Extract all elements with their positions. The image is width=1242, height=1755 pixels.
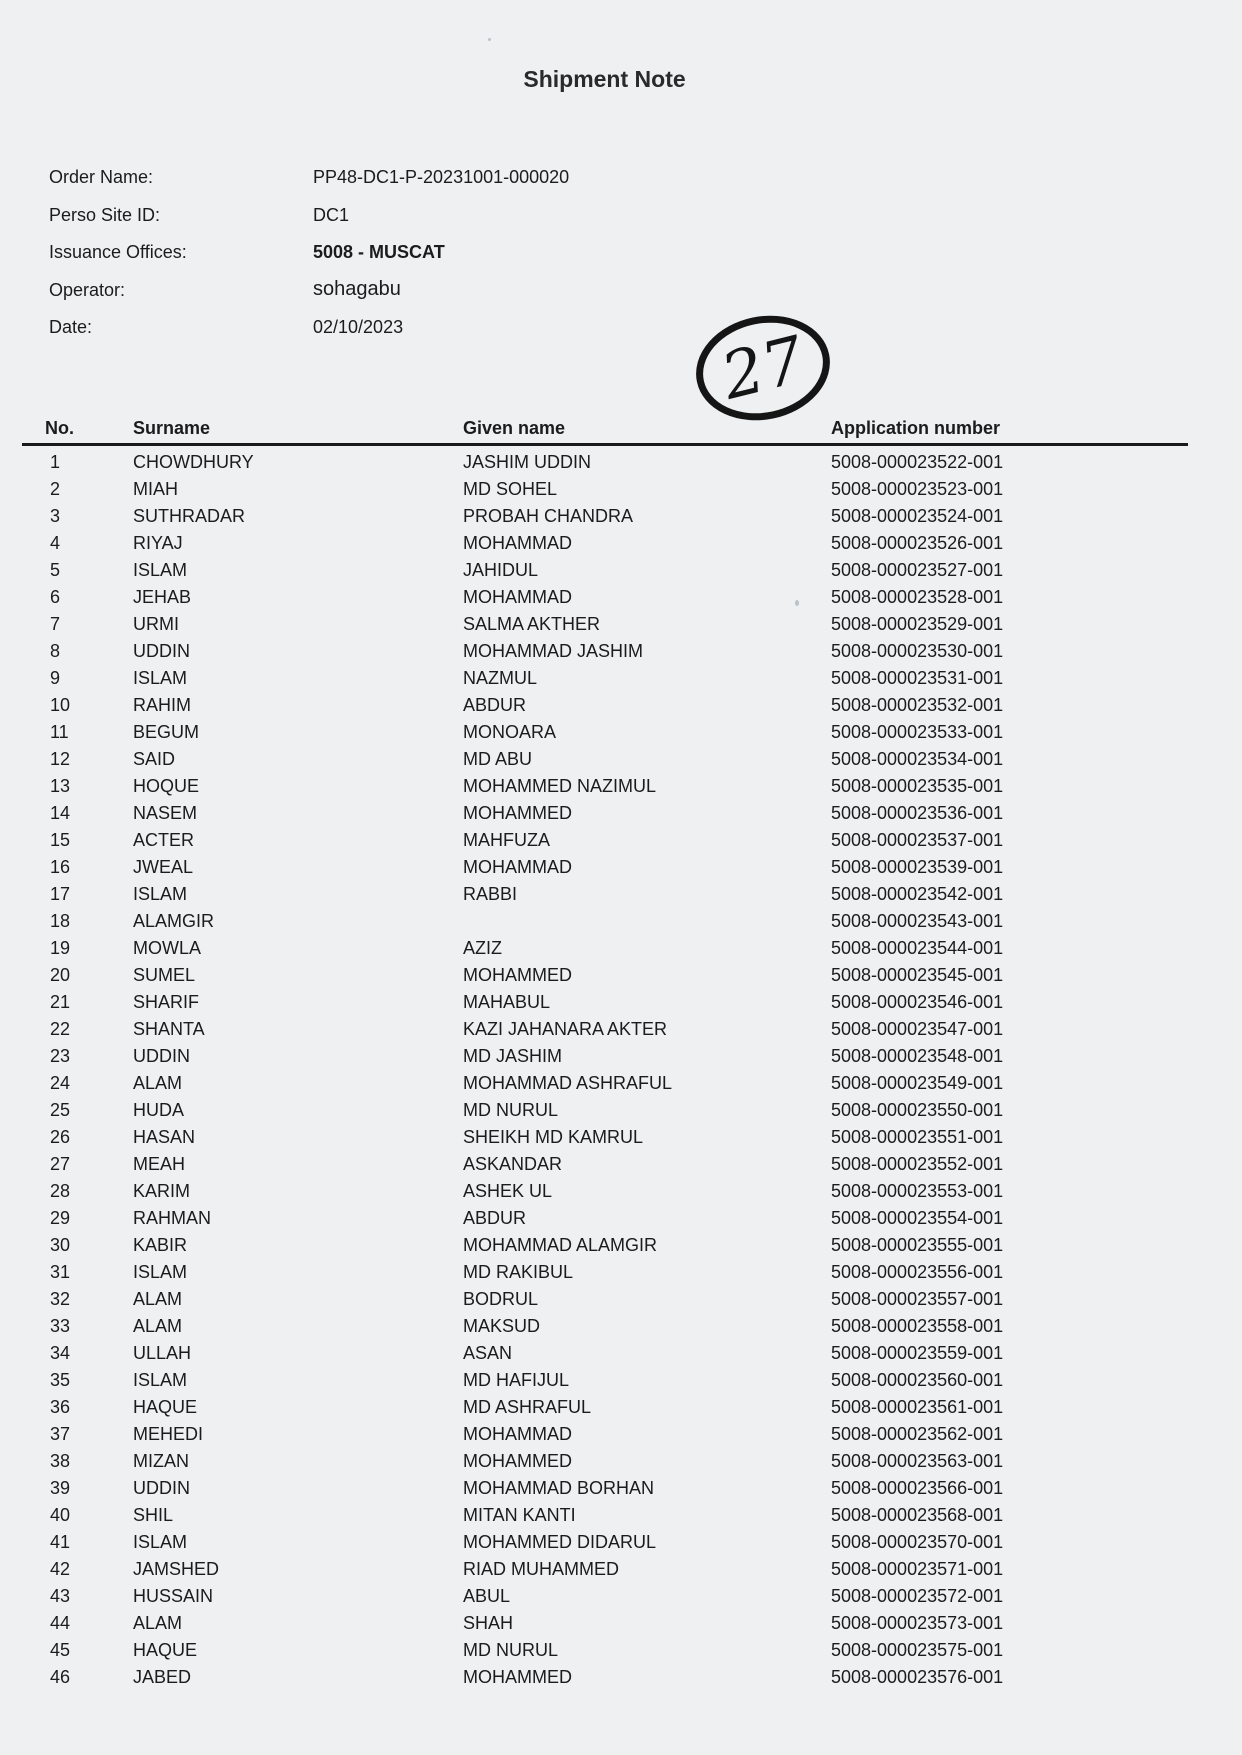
given-name: MOHAMMAD bbox=[463, 1424, 572, 1444]
given-name: ABDUR bbox=[463, 1208, 527, 1228]
given-name: MAKSUD bbox=[463, 1316, 541, 1336]
surname: SHANTA bbox=[133, 1019, 205, 1039]
row-number: 40 bbox=[50, 1505, 71, 1525]
application-number: 5008-000023530-001 bbox=[831, 641, 1004, 661]
table-row bbox=[0, 1610, 1242, 1637]
given-name: MD ASHRAFUL bbox=[463, 1397, 592, 1417]
meta-value: sohagabu bbox=[313, 278, 401, 300]
application-number: 5008-000023543-001 bbox=[831, 911, 1004, 931]
given-name: MOHAMMED bbox=[463, 965, 572, 985]
row-number: 44 bbox=[50, 1613, 71, 1633]
application-number: 5008-000023556-001 bbox=[831, 1262, 1004, 1282]
given-name: BODRUL bbox=[463, 1289, 539, 1309]
table-row bbox=[0, 935, 1242, 962]
application-number: 5008-000023570-001 bbox=[831, 1532, 1004, 1552]
row-number: 1 bbox=[50, 452, 61, 472]
surname: ALAM bbox=[133, 1613, 183, 1633]
given-name: MOHAMMAD bbox=[463, 857, 572, 877]
handwritten-stamp bbox=[688, 306, 838, 426]
header-given-name: Given name bbox=[463, 418, 566, 438]
given-name: MOHAMMED DIDARUL bbox=[463, 1532, 657, 1552]
surname: RAHIM bbox=[133, 695, 191, 715]
given-name: RIAD MUHAMMED bbox=[463, 1559, 619, 1579]
surname: ALAMGIR bbox=[133, 911, 215, 931]
row-number: 24 bbox=[50, 1073, 71, 1093]
table-row bbox=[0, 1205, 1242, 1232]
surname: MOWLA bbox=[133, 938, 202, 958]
application-number: 5008-000023551-001 bbox=[831, 1127, 1004, 1147]
given-name: JASHIM UDDIN bbox=[463, 452, 592, 472]
application-number: 5008-000023554-001 bbox=[831, 1208, 1004, 1228]
surname: ISLAM bbox=[133, 560, 188, 580]
given-name: MOHAMMED bbox=[463, 1451, 572, 1471]
surname: UDDIN bbox=[133, 1046, 190, 1066]
surname: ALAM bbox=[133, 1289, 183, 1309]
table-row bbox=[0, 989, 1242, 1016]
row-number: 23 bbox=[50, 1046, 71, 1066]
given-name: RABBI bbox=[463, 884, 518, 904]
surname: HUSSAIN bbox=[133, 1586, 214, 1606]
row-number: 42 bbox=[50, 1559, 71, 1579]
row-number: 38 bbox=[50, 1451, 71, 1471]
row-number: 7 bbox=[50, 614, 61, 634]
surname: ISLAM bbox=[133, 884, 188, 904]
given-name: MOHAMMAD BORHAN bbox=[463, 1478, 655, 1498]
surname: HAQUE bbox=[133, 1640, 198, 1660]
surname: CHOWDHURY bbox=[133, 452, 254, 472]
application-number: 5008-000023532-001 bbox=[831, 695, 1004, 715]
given-name: PROBAH CHANDRA bbox=[463, 506, 634, 526]
surname: JAMSHED bbox=[133, 1559, 220, 1579]
row-number: 28 bbox=[50, 1181, 71, 1201]
row-number: 21 bbox=[50, 992, 71, 1012]
row-number: 16 bbox=[50, 857, 71, 877]
row-number: 25 bbox=[50, 1100, 71, 1120]
application-number: 5008-000023523-001 bbox=[831, 479, 1004, 499]
meta-value: PP48-DC1-P-20231001-000020 bbox=[313, 167, 570, 187]
table-row bbox=[0, 1394, 1242, 1421]
surname: RIYAJ bbox=[133, 533, 183, 553]
surname: MIAH bbox=[133, 479, 178, 499]
application-number: 5008-000023560-001 bbox=[831, 1370, 1004, 1390]
application-number: 5008-000023576-001 bbox=[831, 1667, 1004, 1687]
table-row bbox=[0, 881, 1242, 908]
given-name: MOHAMMED bbox=[463, 1667, 572, 1687]
header-no: No. bbox=[45, 418, 74, 438]
application-number: 5008-000023566-001 bbox=[831, 1478, 1004, 1498]
table-row bbox=[0, 827, 1242, 854]
given-name: MOHAMMAD bbox=[463, 533, 572, 553]
meta-value: 5008 - MUSCAT bbox=[313, 242, 445, 262]
application-number: 5008-000023573-001 bbox=[831, 1613, 1004, 1633]
given-name: MD NURUL bbox=[463, 1640, 559, 1660]
surname: HAQUE bbox=[133, 1397, 198, 1417]
given-name: MD JASHIM bbox=[463, 1046, 562, 1066]
application-number: 5008-000023529-001 bbox=[831, 614, 1004, 634]
application-number: 5008-000023524-001 bbox=[831, 506, 1004, 526]
row-number: 3 bbox=[50, 506, 61, 526]
given-name: SHEIKH MD KAMRUL bbox=[463, 1127, 644, 1147]
application-number: 5008-000023552-001 bbox=[831, 1154, 1004, 1174]
table-row bbox=[0, 1340, 1242, 1367]
table-row bbox=[0, 719, 1242, 746]
row-number: 14 bbox=[50, 803, 71, 823]
table-row bbox=[0, 1097, 1242, 1124]
table-row bbox=[0, 1286, 1242, 1313]
surname: HOQUE bbox=[133, 776, 200, 796]
table-row bbox=[0, 692, 1242, 719]
given-name: SALMA AKTHER bbox=[463, 614, 601, 634]
table-row bbox=[0, 1070, 1242, 1097]
application-number: 5008-000023531-001 bbox=[831, 668, 1004, 688]
application-number: 5008-000023568-001 bbox=[831, 1505, 1004, 1525]
application-number: 5008-000023558-001 bbox=[831, 1316, 1004, 1336]
given-name: SHAH bbox=[463, 1613, 514, 1633]
application-number: 5008-000023562-001 bbox=[831, 1424, 1004, 1444]
table-row bbox=[0, 854, 1242, 881]
row-number: 20 bbox=[50, 965, 71, 985]
table-row bbox=[0, 1448, 1242, 1475]
row-number: 2 bbox=[50, 479, 61, 499]
table-row bbox=[0, 638, 1242, 665]
row-number: 9 bbox=[50, 668, 61, 688]
table-row bbox=[0, 1232, 1242, 1259]
row-number: 32 bbox=[50, 1289, 71, 1309]
table-row bbox=[0, 503, 1242, 530]
row-number: 33 bbox=[50, 1316, 71, 1336]
application-number: 5008-000023542-001 bbox=[831, 884, 1004, 904]
application-number: 5008-000023559-001 bbox=[831, 1343, 1004, 1363]
table-row bbox=[0, 611, 1242, 638]
table-row bbox=[0, 1529, 1242, 1556]
surname: UDDIN bbox=[133, 1478, 190, 1498]
scan-speck bbox=[795, 600, 799, 606]
surname: HUDA bbox=[133, 1100, 185, 1120]
table-row bbox=[0, 908, 1242, 935]
table-row bbox=[0, 584, 1242, 611]
row-number: 10 bbox=[50, 695, 71, 715]
given-name: MD HAFIJUL bbox=[463, 1370, 570, 1390]
meta-label: Date: bbox=[49, 317, 93, 337]
application-number: 5008-000023528-001 bbox=[831, 587, 1004, 607]
row-number: 30 bbox=[50, 1235, 71, 1255]
row-number: 31 bbox=[50, 1262, 71, 1282]
given-name: ABDUR bbox=[463, 695, 527, 715]
row-number: 17 bbox=[50, 884, 71, 904]
surname: UDDIN bbox=[133, 641, 190, 661]
row-number: 46 bbox=[50, 1667, 71, 1687]
given-name: MD NURUL bbox=[463, 1100, 559, 1120]
meta-value: 02/10/2023 bbox=[313, 317, 404, 337]
given-name: MD RAKIBUL bbox=[463, 1262, 574, 1282]
application-number: 5008-000023536-001 bbox=[831, 803, 1004, 823]
row-number: 19 bbox=[50, 938, 71, 958]
application-number: 5008-000023549-001 bbox=[831, 1073, 1004, 1093]
application-number: 5008-000023546-001 bbox=[831, 992, 1004, 1012]
table-row bbox=[0, 557, 1242, 584]
row-number: 26 bbox=[50, 1127, 71, 1147]
given-name: MOHAMMAD bbox=[463, 587, 572, 607]
row-number: 45 bbox=[50, 1640, 71, 1660]
surname: KABIR bbox=[133, 1235, 188, 1255]
table-row bbox=[0, 1151, 1242, 1178]
table-row bbox=[0, 449, 1242, 476]
surname: JEHAB bbox=[133, 587, 192, 607]
table-row bbox=[0, 1313, 1242, 1340]
table-row bbox=[0, 1475, 1242, 1502]
row-number: 43 bbox=[50, 1586, 71, 1606]
surname: ISLAM bbox=[133, 668, 188, 688]
table-row bbox=[0, 1367, 1242, 1394]
table-row bbox=[0, 1124, 1242, 1151]
application-number: 5008-000023527-001 bbox=[831, 560, 1004, 580]
header-application-number: Application number bbox=[831, 418, 1001, 438]
surname: SHARIF bbox=[133, 992, 200, 1012]
surname: MEAH bbox=[133, 1154, 186, 1174]
stamp-number: 27 bbox=[714, 323, 812, 415]
surname: NASEM bbox=[133, 803, 198, 823]
application-number: 5008-000023561-001 bbox=[831, 1397, 1004, 1417]
surname: KARIM bbox=[133, 1181, 191, 1201]
scan-speck bbox=[488, 38, 491, 41]
surname: JABED bbox=[133, 1667, 192, 1687]
given-name: NAZMUL bbox=[463, 668, 538, 688]
table-row bbox=[0, 800, 1242, 827]
table-row bbox=[0, 773, 1242, 800]
surname: ISLAM bbox=[133, 1532, 188, 1552]
header-rule bbox=[22, 443, 1188, 446]
given-name: MAHABUL bbox=[463, 992, 551, 1012]
surname: MIZAN bbox=[133, 1451, 189, 1471]
surname: HASAN bbox=[133, 1127, 196, 1147]
meta-label: Issuance Offices: bbox=[49, 242, 187, 262]
table-row bbox=[0, 1178, 1242, 1205]
table-row bbox=[0, 1502, 1242, 1529]
given-name: ASHEK UL bbox=[463, 1181, 553, 1201]
given-name: AZIZ bbox=[463, 938, 502, 958]
application-number: 5008-000023557-001 bbox=[831, 1289, 1004, 1309]
row-number: 27 bbox=[50, 1154, 71, 1174]
row-number: 11 bbox=[50, 722, 69, 742]
application-number: 5008-000023539-001 bbox=[831, 857, 1004, 877]
table-row bbox=[0, 1259, 1242, 1286]
table-row bbox=[0, 1016, 1242, 1043]
application-number: 5008-000023547-001 bbox=[831, 1019, 1004, 1039]
header-surname: Surname bbox=[133, 418, 211, 438]
row-number: 39 bbox=[50, 1478, 71, 1498]
given-name: KAZI JAHANARA AKTER bbox=[463, 1019, 668, 1039]
table-row bbox=[0, 1556, 1242, 1583]
given-name: ASKANDAR bbox=[463, 1154, 563, 1174]
surname: ALAM bbox=[133, 1316, 183, 1336]
table-header bbox=[0, 418, 1242, 442]
meta-value: DC1 bbox=[313, 205, 350, 225]
row-number: 34 bbox=[50, 1343, 71, 1363]
meta-label: Operator: bbox=[49, 280, 126, 300]
application-number: 5008-000023548-001 bbox=[831, 1046, 1004, 1066]
application-number: 5008-000023522-001 bbox=[831, 452, 1004, 472]
row-number: 36 bbox=[50, 1397, 71, 1417]
page-title: Shipment Note bbox=[523, 66, 686, 92]
given-name: MOHAMMAD ASHRAFUL bbox=[463, 1073, 673, 1093]
given-name: MOHAMMED NAZIMUL bbox=[463, 776, 656, 796]
table-row bbox=[0, 1421, 1242, 1448]
surname: SUMEL bbox=[133, 965, 196, 985]
row-number: 37 bbox=[50, 1424, 71, 1444]
table-row bbox=[0, 1043, 1242, 1070]
application-number: 5008-000023572-001 bbox=[831, 1586, 1004, 1606]
application-number: 5008-000023555-001 bbox=[831, 1235, 1004, 1255]
surname: ALAM bbox=[133, 1073, 183, 1093]
application-number: 5008-000023534-001 bbox=[831, 749, 1004, 769]
application-number: 5008-000023550-001 bbox=[831, 1100, 1004, 1120]
application-number: 5008-000023544-001 bbox=[831, 938, 1004, 958]
surname: RAHMAN bbox=[133, 1208, 212, 1228]
given-name: MOHAMMAD JASHIM bbox=[463, 641, 643, 661]
row-number: 4 bbox=[50, 533, 61, 553]
given-name: ABUL bbox=[463, 1586, 511, 1606]
row-number: 15 bbox=[50, 830, 71, 850]
given-name: MITAN KANTI bbox=[463, 1505, 576, 1525]
surname: SHIL bbox=[133, 1505, 174, 1525]
table-row bbox=[0, 746, 1242, 773]
application-number: 5008-000023553-001 bbox=[831, 1181, 1004, 1201]
surname: JWEAL bbox=[133, 857, 194, 877]
table-row bbox=[0, 1637, 1242, 1664]
row-number: 8 bbox=[50, 641, 61, 661]
row-number: 18 bbox=[50, 911, 71, 931]
application-number: 5008-000023545-001 bbox=[831, 965, 1004, 985]
application-number: 5008-000023575-001 bbox=[831, 1640, 1004, 1660]
given-name: MONOARA bbox=[463, 722, 557, 742]
application-number: 5008-000023535-001 bbox=[831, 776, 1004, 796]
given-name: MAHFUZA bbox=[463, 830, 550, 850]
surname: BEGUM bbox=[133, 722, 200, 742]
given-name: MD SOHEL bbox=[463, 479, 558, 499]
surname: SUTHRADAR bbox=[133, 506, 246, 526]
table-row bbox=[0, 476, 1242, 503]
table-row bbox=[0, 530, 1242, 557]
row-number: 12 bbox=[50, 749, 71, 769]
row-number: 29 bbox=[50, 1208, 71, 1228]
surname: ULLAH bbox=[133, 1343, 192, 1363]
application-number: 5008-000023537-001 bbox=[831, 830, 1004, 850]
row-number: 41 bbox=[50, 1532, 71, 1552]
row-number: 35 bbox=[50, 1370, 71, 1390]
given-name: MD ABU bbox=[463, 749, 533, 769]
table-row bbox=[0, 1664, 1242, 1691]
row-number: 22 bbox=[50, 1019, 71, 1039]
table-row bbox=[0, 1583, 1242, 1610]
meta-label: Order Name: bbox=[49, 167, 154, 187]
surname: ACTER bbox=[133, 830, 195, 850]
table-row bbox=[0, 962, 1242, 989]
surname: SAID bbox=[133, 749, 176, 769]
row-number: 6 bbox=[50, 587, 61, 607]
given-name: ASAN bbox=[463, 1343, 513, 1363]
given-name: MOHAMMED bbox=[463, 803, 572, 823]
row-number: 5 bbox=[50, 560, 61, 580]
application-number: 5008-000023563-001 bbox=[831, 1451, 1004, 1471]
surname: MEHEDI bbox=[133, 1424, 204, 1444]
application-number: 5008-000023526-001 bbox=[831, 533, 1004, 553]
given-name: MOHAMMAD ALAMGIR bbox=[463, 1235, 658, 1255]
given-name: JAHIDUL bbox=[463, 560, 539, 580]
meta-label: Perso Site ID: bbox=[49, 205, 161, 225]
table-row bbox=[0, 665, 1242, 692]
row-number: 13 bbox=[50, 776, 71, 796]
application-number: 5008-000023533-001 bbox=[831, 722, 1004, 742]
application-number: 5008-000023571-001 bbox=[831, 1559, 1004, 1579]
surname: URMI bbox=[133, 614, 179, 634]
surname: ISLAM bbox=[133, 1370, 188, 1390]
surname: ISLAM bbox=[133, 1262, 188, 1282]
